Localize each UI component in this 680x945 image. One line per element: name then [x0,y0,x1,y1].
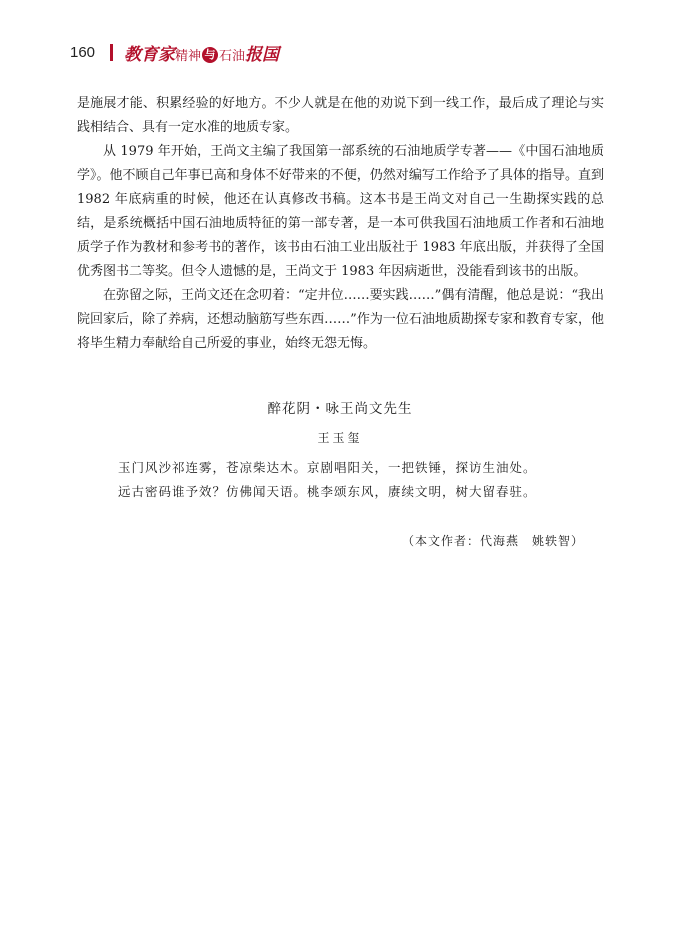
logo-part-3: 石油 [219,49,246,64]
page-number: 160 [70,44,96,61]
author-credit: （本文作者：代海燕 姚轶智） [401,534,584,548]
logo-part-1: 教育家 [124,45,175,65]
poem-title: 醉花阴・咏王尚文先生 [267,401,413,417]
logo-connector-circle: 与 [202,47,218,63]
logo-part-2: 精神 [175,49,202,64]
poem-line: 远古密码谁予效？仿佛闻天语。桃李颂东风，赓续文明，树大留春驻。 [118,484,537,499]
paragraph-continued: 是施展才能、积累经验的好地方。不少人就是在他的劝说下到一线工作，最后成了理论与实践相结合、具有一定水准的地质专家。 [77,96,604,135]
book-title-logo [124,40,279,65]
poem-line: 玉门风沙祁连雾，苍凉柴达木。京剧唱阳关，一把铁锤，探访生油处。 [118,460,537,475]
header-divider-bar [110,44,113,61]
paragraph: 在弥留之际，王尚文还在念叨着：“定井位……要实践……”偶有清醒，他总是说：“我出院回家后，除了养病，还想动脑筋写些东西……”作为一位石油地质勘探专家和教育专家，他将毕生精力奉献给自己所爱的事业，始终无怨无悔。 [77,288,604,351]
main-text [77,92,604,356]
paragraph: 从 1979 年开始，王尚文主编了我国第一部系统的石油地质学专著——《中国石油地质学》。他不顾自己年事已高和身体不好带来的不便，仍然对编写工作给予了具体的指导。直到 1982 年底病重的时候，他还在认真修改书稿。这本书是王尚文对自己一生勘探实践的总结，是系统概括中国石油地质特征的第一部专著，是一本可供我国石油地质工作者和石油地质学子作为教材和参考书的著作，该书由石油工业出版社于 1983 年底出版，并获得了全国优秀图书二等奖。但令人遗憾的是，王尚文于 1983 年因病逝世，没能看到该书的出版。 [77,144,604,279]
logo-part-4: 报国 [245,45,280,65]
poem-author: 王玉玺 [317,431,363,445]
